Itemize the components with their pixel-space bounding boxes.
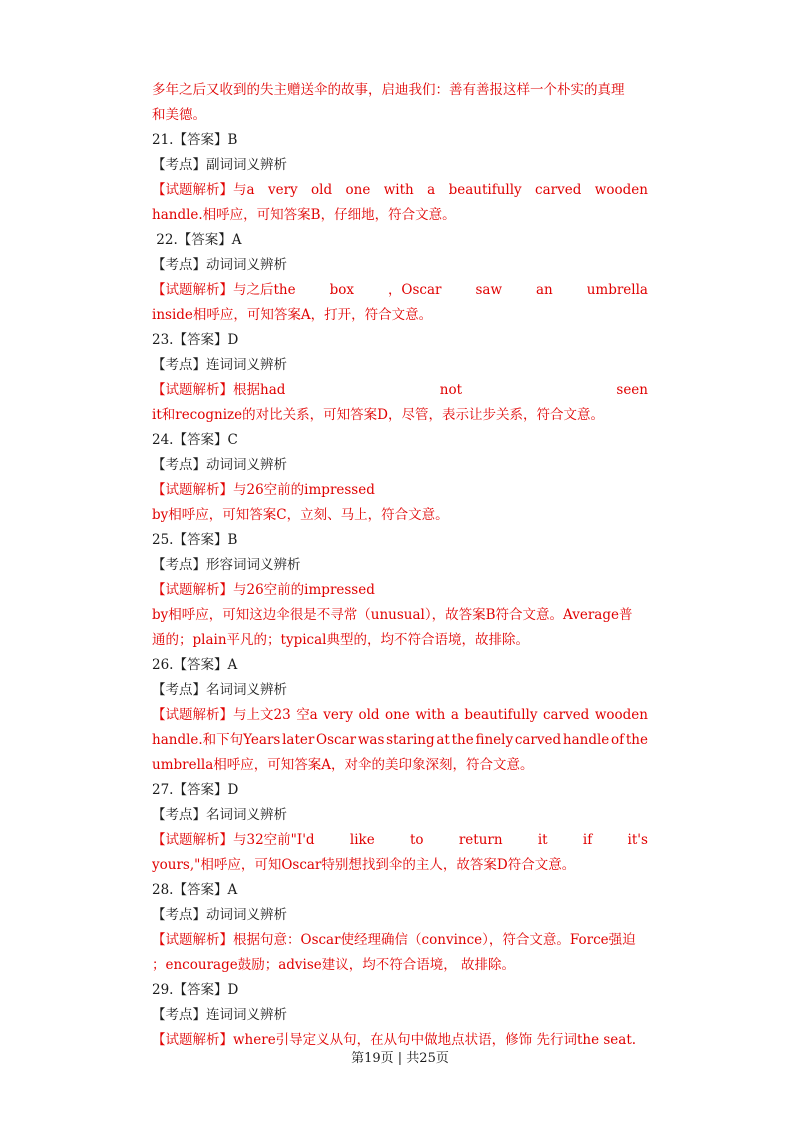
- analysis-word: at: [436, 732, 450, 748]
- analysis-word: old: [311, 182, 333, 198]
- analysis-word: seen: [616, 382, 648, 398]
- analysis-word: handle.和下句Years: [152, 732, 281, 748]
- point-line: 【考点】连词词义辨析: [152, 357, 287, 373]
- analysis-word: one: [385, 707, 410, 723]
- analysis-word: umbrella: [586, 282, 648, 298]
- analysis-word: 【试题解析】与32空前"I'd: [152, 832, 315, 848]
- analysis-word: return: [458, 832, 503, 848]
- analysis-word: 【试题解析】与a: [152, 182, 255, 198]
- analysis-line: by相呼应，可知这边伞很是不寻常（unusual），故答案B符合文意。Average普: [152, 607, 633, 623]
- answer-line: 29.【答案】D: [152, 982, 239, 998]
- analysis-word: wooden: [594, 707, 648, 723]
- analysis-word: with: [383, 182, 414, 198]
- analysis-word: very: [267, 182, 298, 198]
- intro-line: 多年之后又收到的失主赠送伞的故事，启迪我们：善有善报这样一个朴实的真理: [152, 82, 625, 98]
- analysis-line: umbrella相呼应，可知答案A，对伞的美印象深刻，符合文意。: [152, 757, 534, 773]
- answer-line: 28.【答案】A: [152, 882, 238, 898]
- analysis-word: a: [427, 182, 436, 198]
- analysis-word: beautifully: [448, 182, 522, 198]
- analysis-word: if: [582, 832, 593, 848]
- answer-line: 21.【答案】B: [152, 132, 238, 148]
- answer-line: 26.【答案】A: [152, 657, 238, 673]
- analysis-word: old: [358, 707, 380, 723]
- analysis-line: 【试题解析】where引导定义从句，在从句中做地点状语，修饰 先行词the seat.: [152, 1032, 637, 1048]
- analysis-line: ；encourage鼓励；advise建议，均不符合语境， 故排除。: [152, 957, 516, 973]
- analysis-word: wooden: [594, 182, 648, 198]
- analysis-word: later: [282, 732, 315, 748]
- document-body: [152, 78, 648, 1053]
- analysis-word: to: [409, 832, 424, 848]
- answer-line: 23.【答案】D: [152, 332, 239, 348]
- analysis-line: 【试题解析】与26空前的impressed: [152, 482, 375, 498]
- analysis-line: inside相呼应，可知答案A，打开，符合文意。: [152, 307, 433, 323]
- point-line: 【考点】动词词义辨析: [152, 907, 287, 923]
- analysis-line: [152, 378, 648, 403]
- analysis-line: 通的；plain平凡的；typical典型的，均不符合语境，故排除。: [152, 632, 529, 648]
- analysis-line: 【试题解析】与26空前的impressed: [152, 582, 375, 598]
- point-line: 【考点】连词词义辨析: [152, 1007, 287, 1023]
- analysis-word: saw: [475, 282, 503, 298]
- analysis-line: it和recognize的对比关系，可知答案D，尽管，表示让步关系，符合文意。: [152, 407, 604, 423]
- analysis-word: one: [345, 182, 371, 198]
- analysis-word: a: [450, 707, 459, 723]
- analysis-line: [152, 728, 648, 753]
- page-footer: 第19页 | 共25页: [351, 1051, 449, 1066]
- point-line: 【考点】动词词义辨析: [152, 457, 287, 473]
- analysis-line: [152, 178, 648, 203]
- analysis-line: handle.相呼应，可知答案B，仔细地，符合文意。: [152, 207, 456, 223]
- analysis-line: by相呼应，可知答案C，立刻、马上，符合文意。: [152, 507, 449, 523]
- analysis-word: very: [323, 707, 353, 723]
- answer-line: 27.【答案】D: [152, 782, 239, 798]
- analysis-line: [152, 278, 648, 303]
- point-line: 【考点】副词词义辨析: [152, 157, 287, 173]
- analysis-word: was: [357, 732, 385, 748]
- analysis-word: the: [451, 732, 474, 748]
- point-line: 【考点】名词词义辨析: [152, 682, 287, 698]
- analysis-word: ，Oscar: [387, 282, 442, 298]
- analysis-word: like: [349, 832, 375, 848]
- analysis-word: 【试题解析】与之后the: [152, 282, 296, 298]
- analysis-word: 【试题解析】与上文23: [152, 707, 291, 723]
- analysis-line: 【试题解析】根据句意：Oscar使经理确信（convince），符合文意。Force强迫: [152, 932, 636, 948]
- answer-line: 25.【答案】B: [152, 532, 238, 548]
- analysis-word: staring: [386, 732, 435, 748]
- analysis-line: [152, 703, 648, 728]
- analysis-word: carved: [535, 182, 582, 198]
- analysis-word: Oscar: [316, 732, 357, 748]
- analysis-line: yours,"相呼应，可知Oscar特别想找到伞的主人，故答案D符合文意。: [152, 857, 576, 873]
- analysis-word: carved: [514, 732, 562, 748]
- analysis-word: beautifully: [464, 707, 538, 723]
- analysis-word: 空a: [296, 707, 318, 723]
- answer-line: 22.【答案】A: [152, 232, 242, 248]
- analysis-word: with: [415, 707, 446, 723]
- intro-line: 和美德。: [152, 107, 206, 123]
- analysis-word: handle: [562, 732, 610, 748]
- analysis-word: box: [329, 282, 354, 298]
- analysis-word: an: [535, 282, 553, 298]
- analysis-word: 【试题解析】根据had: [152, 382, 286, 398]
- analysis-word: it's: [627, 832, 648, 848]
- point-line: 【考点】动词词义辨析: [152, 257, 287, 273]
- point-line: 【考点】名词词义辨析: [152, 807, 287, 823]
- analysis-word: it: [537, 832, 548, 848]
- answer-line: 24.【答案】C: [152, 432, 238, 448]
- analysis-word: not: [439, 382, 463, 398]
- point-line: 【考点】形容词词义辨析: [152, 557, 301, 573]
- analysis-line: [152, 828, 648, 853]
- analysis-word: finely: [475, 732, 514, 748]
- analysis-word: the: [625, 732, 648, 748]
- analysis-word: carved: [543, 707, 590, 723]
- analysis-word: of: [611, 732, 625, 748]
